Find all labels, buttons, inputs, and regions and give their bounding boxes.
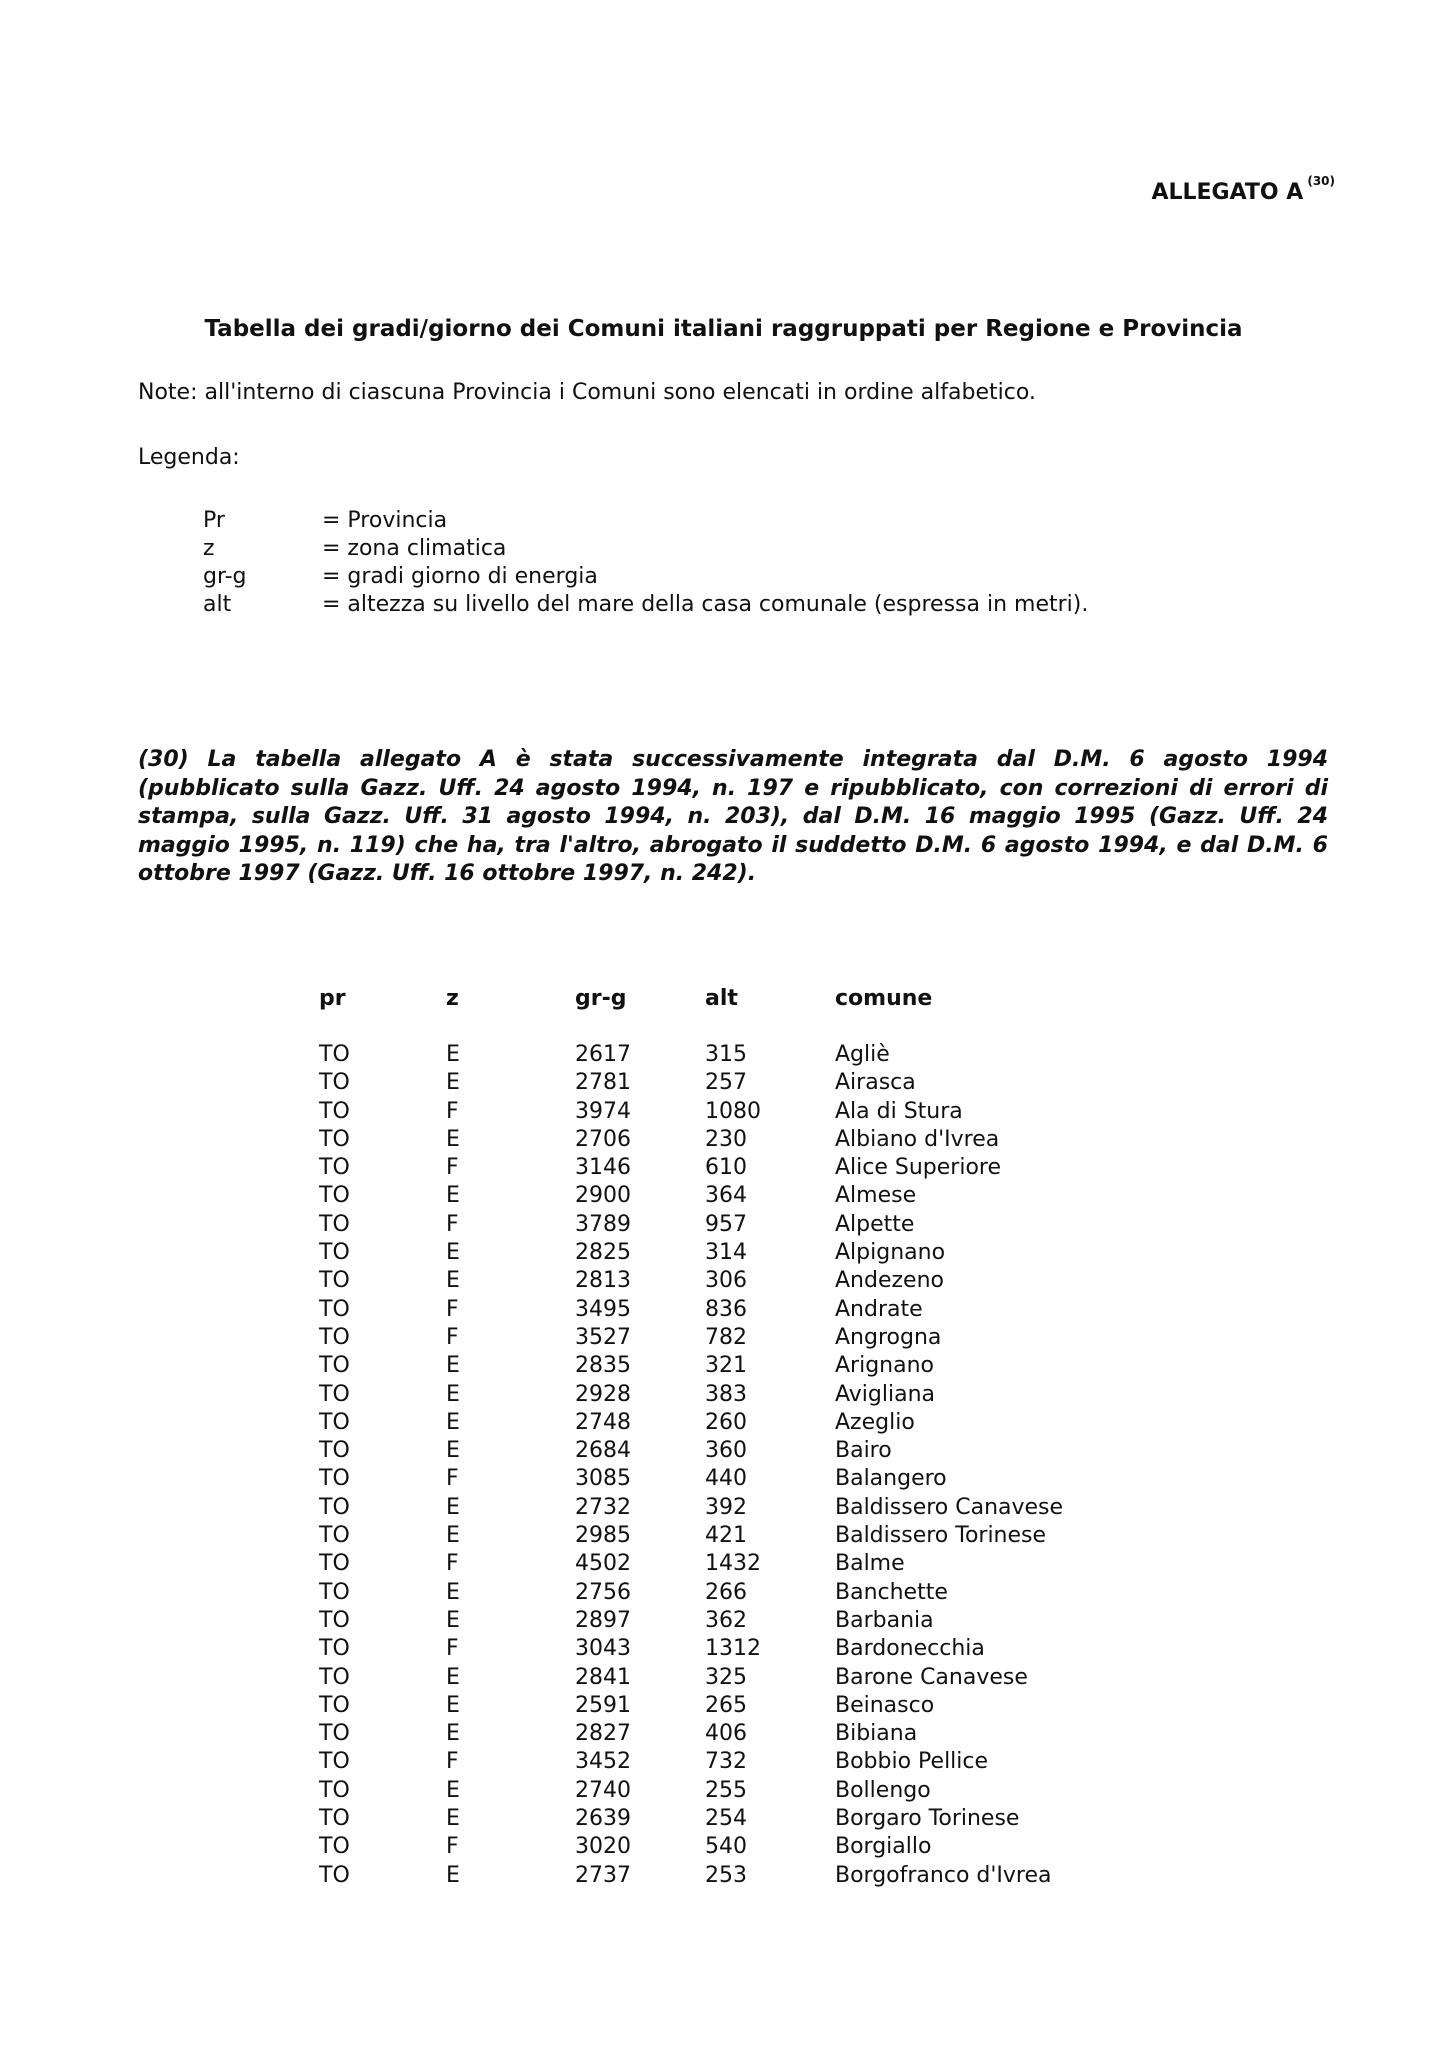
cell-gr-g: 2928 — [575, 1381, 631, 1407]
cell-comune: Baldissero Torinese — [835, 1523, 1047, 1549]
cell-z: E — [446, 1438, 460, 1464]
cell-alt: 782 — [705, 1324, 747, 1350]
cell-comune: Andezeno — [835, 1268, 944, 1294]
cell-pr: TO — [319, 1692, 350, 1718]
cell-gr-g: 3527 — [575, 1324, 631, 1350]
cell-alt: 364 — [705, 1183, 747, 1209]
table-row — [319, 1042, 1063, 1070]
legenda-label: Legenda: — [138, 445, 240, 470]
cell-alt: 306 — [705, 1268, 747, 1294]
cell-comune: Andrate — [835, 1296, 923, 1322]
cell-gr-g: 2684 — [575, 1438, 631, 1464]
footnote-reference: (30) — [1307, 174, 1335, 188]
cell-alt: 836 — [705, 1296, 747, 1322]
cell-z: F — [446, 1834, 459, 1860]
table-row — [319, 1353, 1063, 1381]
table-row — [319, 1212, 1063, 1240]
cell-alt: 230 — [705, 1126, 747, 1152]
cell-comune: Ala di Stura — [835, 1098, 963, 1124]
table-row — [319, 1070, 1063, 1098]
cell-gr-g: 2841 — [575, 1664, 631, 1690]
cell-alt: 957 — [705, 1211, 747, 1237]
cell-comune: Banchette — [835, 1579, 948, 1605]
cell-z: F — [446, 1155, 459, 1181]
table-header-row — [319, 986, 1063, 1014]
cell-pr: TO — [319, 1381, 350, 1407]
cell-z: E — [446, 1126, 460, 1152]
cell-gr-g: 3452 — [575, 1749, 631, 1775]
cell-alt: 1312 — [705, 1636, 761, 1662]
cell-pr: TO — [319, 1777, 350, 1803]
cell-comune: Bardonecchia — [835, 1636, 985, 1662]
table-row — [319, 1438, 1063, 1466]
cell-comune: Arignano — [835, 1353, 934, 1379]
page-title: Tabella dei gradi/giorno dei Comuni italiani raggruppati per Regione e Provincia — [204, 316, 1243, 342]
cell-alt: 321 — [705, 1353, 747, 1379]
cell-pr: TO — [319, 1494, 350, 1520]
cell-pr: TO — [319, 1353, 350, 1379]
cell-alt: 315 — [705, 1042, 747, 1067]
cell-gr-g: 4502 — [575, 1551, 631, 1577]
cell-pr: TO — [319, 1862, 350, 1888]
header-pr: pr — [319, 986, 346, 1011]
table-row — [319, 1240, 1063, 1268]
allegato-label: ALLEGATO A — [1151, 180, 1304, 205]
cell-z: F — [446, 1296, 459, 1322]
cell-comune: Baldissero Canavese — [835, 1494, 1064, 1520]
legenda-item — [203, 536, 1088, 564]
cell-alt: 540 — [705, 1834, 747, 1860]
cell-pr: TO — [319, 1579, 350, 1605]
cell-comune: Bollengo — [835, 1777, 931, 1803]
table-row — [319, 1297, 1063, 1325]
cell-pr: TO — [319, 1240, 350, 1266]
cell-pr: TO — [319, 1155, 350, 1181]
legenda-value: = zona climatica — [322, 536, 507, 561]
legenda-value: = Provincia — [322, 508, 448, 533]
cell-gr-g: 3043 — [575, 1636, 631, 1662]
table-row — [319, 1410, 1063, 1438]
cell-pr: TO — [319, 1523, 350, 1549]
cell-z: E — [446, 1268, 460, 1294]
cell-pr: TO — [319, 1268, 350, 1294]
cell-comune: Barone Canavese — [835, 1664, 1028, 1690]
cell-comune: Azeglio — [835, 1409, 915, 1435]
cell-z: E — [446, 1664, 460, 1690]
cell-gr-g: 2835 — [575, 1353, 631, 1379]
header-comune: comune — [835, 986, 933, 1011]
cell-z: E — [446, 1409, 460, 1435]
cell-z: E — [446, 1806, 460, 1832]
cell-gr-g: 3495 — [575, 1296, 631, 1322]
cell-z: E — [446, 1692, 460, 1718]
legenda-key: Pr — [203, 508, 225, 533]
cell-pr: TO — [319, 1126, 350, 1152]
cell-alt: 260 — [705, 1409, 747, 1435]
cell-gr-g: 3146 — [575, 1155, 631, 1181]
cell-z: F — [446, 1466, 459, 1492]
table-row — [319, 1636, 1063, 1664]
table-row — [319, 1099, 1063, 1127]
cell-gr-g: 2737 — [575, 1862, 631, 1888]
cell-pr: TO — [319, 1324, 350, 1350]
cell-gr-g: 2639 — [575, 1806, 631, 1832]
cell-comune: Bibiana — [835, 1721, 918, 1747]
cell-gr-g: 3789 — [575, 1211, 631, 1237]
cell-gr-g: 2900 — [575, 1183, 631, 1209]
cell-alt: 255 — [705, 1777, 747, 1803]
cell-comune: Angrogna — [835, 1324, 942, 1350]
legenda-item — [203, 508, 1088, 536]
table-row — [319, 1127, 1063, 1155]
table-row — [319, 1608, 1063, 1636]
legenda-item — [203, 592, 1088, 620]
table-row — [319, 1551, 1063, 1579]
cell-pr: TO — [319, 1551, 350, 1577]
cell-z: E — [446, 1777, 460, 1803]
allegato-heading — [1151, 174, 1335, 205]
cell-pr: TO — [319, 1607, 350, 1633]
cell-gr-g: 3020 — [575, 1834, 631, 1860]
table-row — [319, 1778, 1063, 1806]
cell-alt: 1432 — [705, 1551, 761, 1577]
table-row — [319, 1834, 1063, 1862]
table-row — [319, 1268, 1063, 1296]
cell-alt: 406 — [705, 1721, 747, 1747]
cell-pr: TO — [319, 1636, 350, 1662]
cell-alt: 360 — [705, 1438, 747, 1464]
cell-pr: TO — [319, 1806, 350, 1832]
cell-alt: 440 — [705, 1466, 747, 1492]
cell-z: E — [446, 1070, 460, 1096]
cell-alt: 253 — [705, 1862, 747, 1888]
cell-comune: Barbania — [835, 1607, 934, 1633]
cell-gr-g: 2732 — [575, 1494, 631, 1520]
cell-comune: Beinasco — [835, 1692, 935, 1718]
table-row — [319, 1721, 1063, 1749]
cell-pr: TO — [319, 1042, 350, 1067]
cell-pr: TO — [319, 1834, 350, 1860]
cell-comune: Balangero — [835, 1466, 947, 1492]
cell-gr-g: 2740 — [575, 1777, 631, 1803]
cell-alt: 266 — [705, 1579, 747, 1605]
legenda-table — [203, 508, 1088, 620]
cell-gr-g: 3085 — [575, 1466, 631, 1492]
cell-pr: TO — [319, 1438, 350, 1464]
table-row — [319, 1693, 1063, 1721]
cell-z: E — [446, 1494, 460, 1520]
cell-gr-g: 2813 — [575, 1268, 631, 1294]
cell-pr: TO — [319, 1183, 350, 1209]
cell-comune: Almese — [835, 1183, 917, 1209]
table-row — [319, 1183, 1063, 1211]
cell-gr-g: 2985 — [575, 1523, 631, 1549]
cell-comune: Bobbio Pellice — [835, 1749, 989, 1775]
cell-pr: TO — [319, 1409, 350, 1435]
cell-pr: TO — [319, 1098, 350, 1124]
cell-z: F — [446, 1211, 459, 1237]
cell-alt: 314 — [705, 1240, 747, 1266]
cell-gr-g: 2756 — [575, 1579, 631, 1605]
cell-gr-g: 2825 — [575, 1240, 631, 1266]
table-row — [319, 1466, 1063, 1494]
cell-gr-g: 2897 — [575, 1607, 631, 1633]
cell-alt: 265 — [705, 1692, 747, 1718]
cell-z: E — [446, 1240, 460, 1266]
cell-z: E — [446, 1862, 460, 1888]
cell-z: E — [446, 1721, 460, 1747]
table-row — [319, 1325, 1063, 1353]
cell-comune: Alice Superiore — [835, 1155, 1002, 1181]
table-row — [319, 1580, 1063, 1608]
cell-comune: Albiano d'Ivrea — [835, 1126, 1000, 1152]
gradi-giorno-table — [319, 986, 1063, 1891]
cell-gr-g: 2827 — [575, 1721, 631, 1747]
table-row — [319, 1382, 1063, 1410]
cell-pr: TO — [319, 1296, 350, 1322]
cell-alt: 383 — [705, 1381, 747, 1407]
cell-comune: Borgaro Torinese — [835, 1806, 1020, 1832]
cell-alt: 254 — [705, 1806, 747, 1832]
cell-z: F — [446, 1551, 459, 1577]
cell-gr-g: 2591 — [575, 1692, 631, 1718]
cell-z: F — [446, 1324, 459, 1350]
cell-pr: TO — [319, 1749, 350, 1775]
cell-z: E — [446, 1381, 460, 1407]
cell-comune: Alpignano — [835, 1240, 946, 1266]
footnote-text: (30) La tabella allegato A è stata successivamente integrata dal D.M. 6 agosto 1994 (pubblicato sulla Gazz. Uff. 24 agosto 1994, n. 197 e ripubblicato, con correzioni di errori di stampa, sulla Gazz. Uff. 31 agosto 1994, n. 203), dal D.M. 16 maggio 1995 (Gazz. Uff. 24 maggio 1995, n. 119) che ha, tra l'altro, abrogato il suddetto D.M. 6 agosto 1994, e dal D.M. 6 ottobre 1997 (Gazz. Uff. 16 ottobre 1997, n. 242). — [138, 747, 1328, 886]
cell-comune: Agliè — [835, 1042, 890, 1067]
cell-z: E — [446, 1183, 460, 1209]
legenda-key: alt — [203, 592, 232, 617]
legenda-value: = altezza su livello del mare della casa comunale (espressa in metri). — [322, 592, 1089, 617]
header-z: z — [446, 986, 459, 1011]
cell-z: F — [446, 1749, 459, 1775]
cell-z: F — [446, 1098, 459, 1124]
cell-pr: TO — [319, 1211, 350, 1237]
table-row — [319, 1155, 1063, 1183]
cell-comune: Borgiallo — [835, 1834, 932, 1860]
cell-gr-g: 2706 — [575, 1126, 631, 1152]
header-gr-g: gr-g — [575, 986, 627, 1011]
cell-comune: Airasca — [835, 1070, 916, 1096]
cell-comune: Balme — [835, 1551, 905, 1577]
cell-comune: Avigliana — [835, 1381, 935, 1407]
table-row — [319, 1495, 1063, 1523]
legenda-key: gr-g — [203, 564, 247, 589]
cell-z: E — [446, 1579, 460, 1605]
cell-pr: TO — [319, 1070, 350, 1096]
cell-comune: Bairo — [835, 1438, 892, 1464]
cell-gr-g: 2617 — [575, 1042, 631, 1067]
table-row — [319, 1806, 1063, 1834]
cell-alt: 610 — [705, 1155, 747, 1181]
legenda-item — [203, 564, 1088, 592]
cell-z: E — [446, 1042, 460, 1067]
cell-gr-g: 3974 — [575, 1098, 631, 1124]
legenda-key: z — [203, 536, 215, 561]
cell-pr: TO — [319, 1664, 350, 1690]
cell-pr: TO — [319, 1466, 350, 1492]
cell-z: F — [446, 1636, 459, 1662]
cell-gr-g: 2781 — [575, 1070, 631, 1096]
cell-alt: 732 — [705, 1749, 747, 1775]
cell-z: E — [446, 1523, 460, 1549]
note-text: Note: all'interno di ciascuna Provincia i Comuni sono elencati in ordine alfabetico. — [138, 380, 1036, 405]
cell-z: E — [446, 1607, 460, 1633]
cell-pr: TO — [319, 1721, 350, 1747]
header-alt: alt — [705, 986, 738, 1011]
legenda-value: = gradi giorno di energia — [322, 564, 598, 589]
cell-alt: 421 — [705, 1523, 747, 1549]
cell-comune: Alpette — [835, 1211, 915, 1237]
cell-z: E — [446, 1353, 460, 1379]
table-row — [319, 1665, 1063, 1693]
cell-comune: Borgofranco d'Ivrea — [835, 1862, 1052, 1888]
cell-alt: 392 — [705, 1494, 747, 1520]
cell-alt: 325 — [705, 1664, 747, 1690]
table-row — [319, 1863, 1063, 1891]
table-row — [319, 1749, 1063, 1777]
table-row — [319, 1523, 1063, 1551]
cell-alt: 1080 — [705, 1098, 761, 1124]
cell-alt: 257 — [705, 1070, 747, 1096]
cell-alt: 362 — [705, 1607, 747, 1633]
cell-gr-g: 2748 — [575, 1409, 631, 1435]
